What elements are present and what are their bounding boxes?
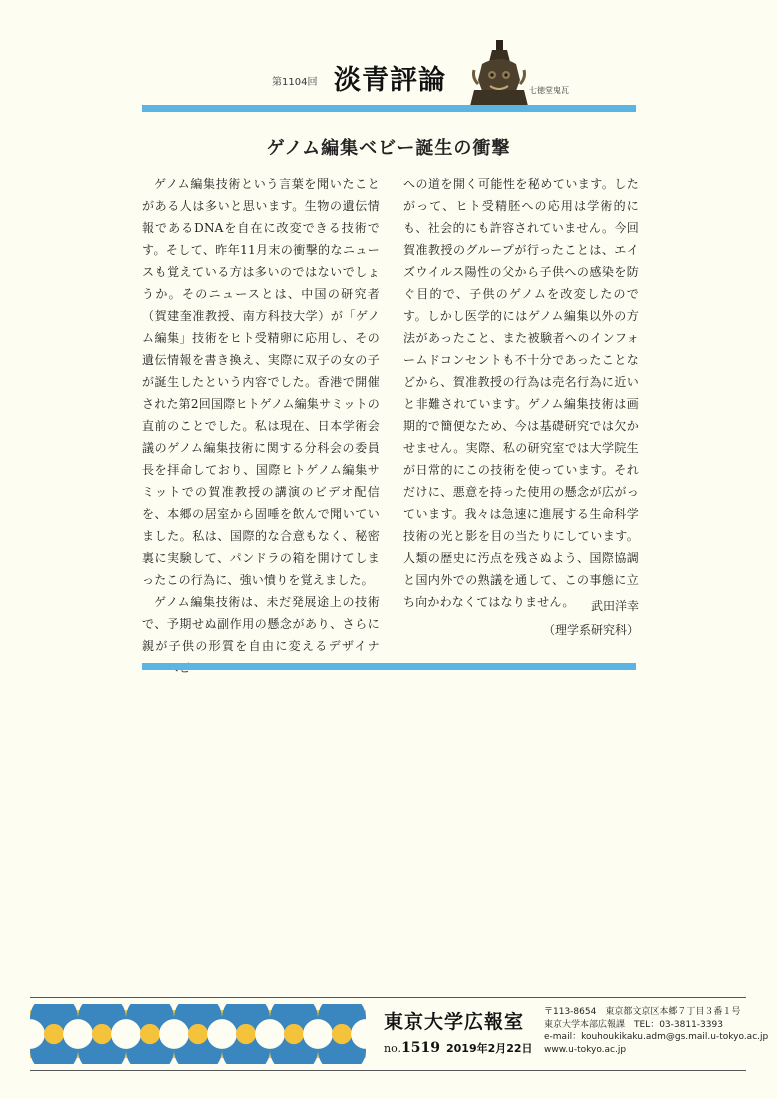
pattern-disc [140, 1024, 160, 1044]
issue-prefix: no. [384, 1042, 402, 1055]
onigawara-label: 七徳堂鬼瓦 [529, 86, 569, 95]
issue-line [384, 1040, 533, 1056]
pattern-disc [303, 1019, 333, 1049]
issue-number: 第1104回 [272, 77, 318, 88]
masthead [0, 0, 777, 110]
address: 〒113-8654 東京都文京区本郷７丁目３番１号 [544, 1007, 741, 1017]
pattern-disc [332, 1024, 352, 1044]
contact-info [544, 1006, 768, 1056]
email-address: e-mail：kouhoukikaku.adm@gs.mail.u-tokyo.ac.jp [544, 1032, 769, 1042]
article-right-column [403, 173, 639, 613]
pattern-disc [159, 1019, 189, 1049]
office: 東京大学本部広報課 TEL：03-3811-3393 [544, 1019, 723, 1030]
paragraph: ゲノム編集技術という言葉を聞いたことがある人は多いと思います。生物の遺伝情報であるDNAを自在に改変できる技術です。そして、昨年11月末の衝撃的なニュースも覚えている方は多いのではないでしょうか。そのニュースとは、中国の研究者（賀建奎准教授、南方科技大学）が「ゲノム編集」技術をヒト受精卵に応用し、その遺伝情報を書き換え、実際に双子の女の子が誕生したという内容でした。香港で開催された第2回国際ヒトゲノム編集サミットの直前のことでした。私は現在、日本学術会議のゲノム編集技術に関する分科会の委員長を拝命しており、国際ヒトゲノム編集サミットでの賀准教授の講演のビデオ配信を、本郷の居室から固唾を飲んで聞いていました。私は、国際的な合意もなく、秘密裏に実験して、パンドラの箱を開けてしまったこの行為に、強い憤りを覚えました。 [142, 177, 380, 587]
footer-divider-top [30, 997, 746, 998]
column-title: 淡青評論 [334, 65, 446, 96]
seigaiha-pattern [30, 1004, 366, 1064]
paragraph: への道を開く可能性を秘めています。したがって、ヒト受精胚への応用は学術的にも、社会的にも許容されていません。今回賀准教授のグループが行ったことは、エイズウイルス陽性の父から子供への感染を防ぐ目的で、子供のゲノムを改変したのです。しかし医学的にはゲノム編集以外の方法があったこと、また被験者へのインフォームドコンセントも不十分であったことなどから、賀准教授の行為は売名行為に近いと非難されています。ゲノム編集技術は画期的で簡便なため、今は基礎研究では欠かせません。実際、私の研究室では大学院生が日常的にこの技術を使っています。それだけに、悪意を持った使用の懸念が広がっています。我々は急速に進展する生命科学技術の光と影を目の当たりにしています。人類の歴史に汚点を残さぬよう、国際協調と国内外での熟議を通して、この事態に立ち向かわなくてはなりません。 [403, 177, 639, 609]
pattern-disc [44, 1024, 64, 1044]
author-name: 武田洋幸 [590, 599, 639, 613]
article-left-column [142, 173, 380, 679]
top-rule [142, 105, 636, 112]
issue-no: 1519 [401, 1040, 440, 1056]
pattern-disc [111, 1019, 141, 1049]
pattern-disc [92, 1024, 112, 1044]
footer-divider-bottom [30, 1070, 746, 1071]
pattern-disc [188, 1024, 208, 1044]
issue-date: 2019年2月22日 [445, 1042, 533, 1055]
onigawara-image [468, 40, 530, 106]
publisher-name: 東京大学広報室 [384, 1011, 525, 1033]
pattern-disc [284, 1024, 304, 1044]
author-affiliation: （理学系研究科） [542, 623, 639, 637]
bottom-rule [142, 663, 636, 670]
author-block [403, 594, 639, 642]
article-title: ゲノム編集ベビー誕生の衝撃 [266, 138, 511, 159]
pattern-disc [63, 1019, 93, 1049]
pattern-disc [207, 1019, 237, 1049]
pattern-disc [236, 1024, 256, 1044]
paragraph: ゲノム編集技術は、未だ発展途上の技術で、予期せぬ副作用の懸念があり、さらに親が子供の形質を自由に変えるデザイナ [142, 595, 380, 653]
website-url: www.u-tokyo.ac.jp [544, 1044, 627, 1055]
pattern-disc [255, 1019, 285, 1049]
